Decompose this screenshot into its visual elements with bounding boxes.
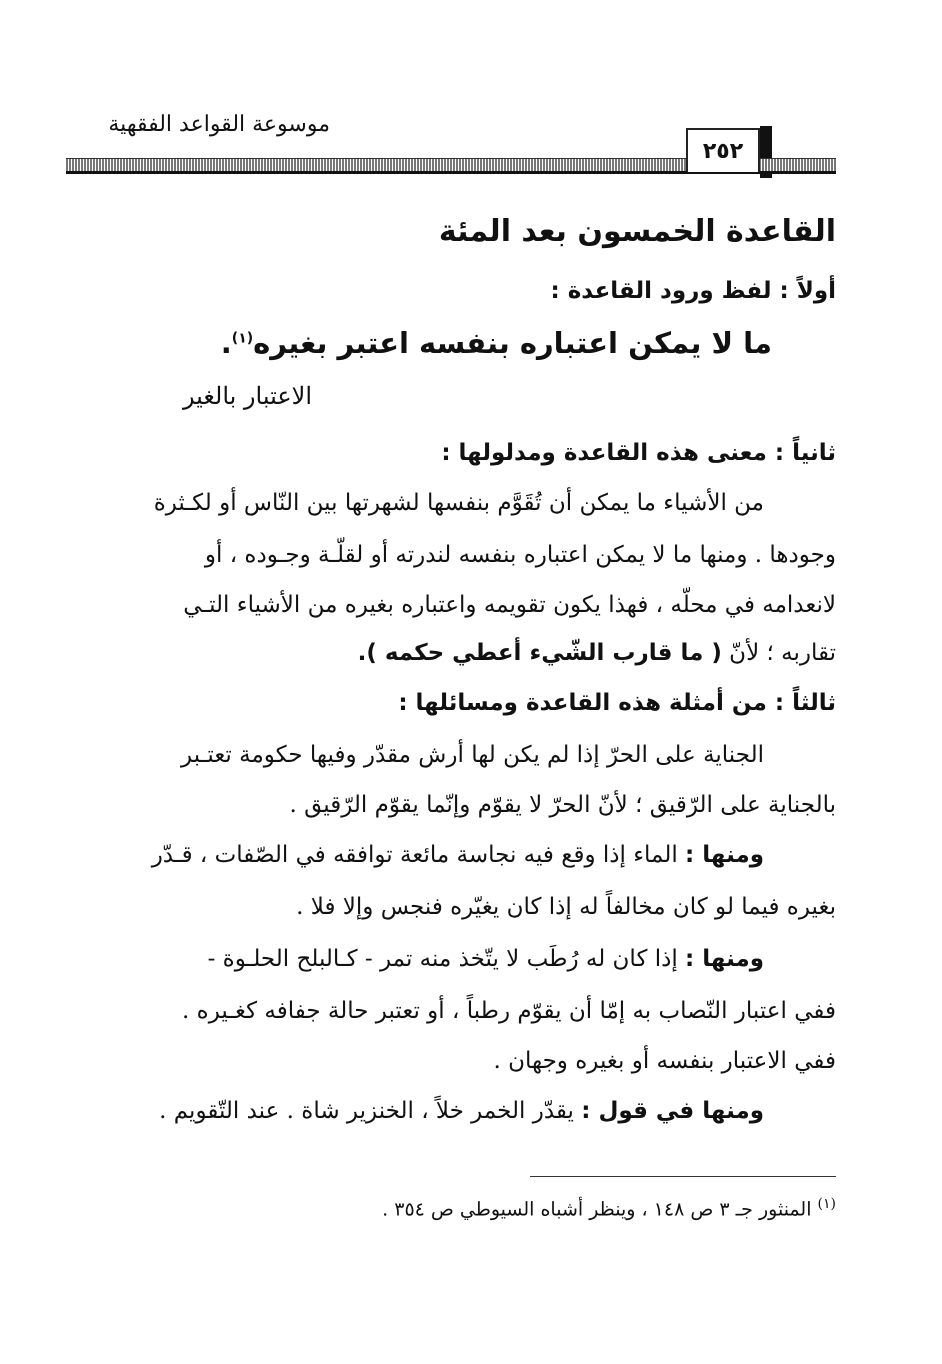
- paragraph-line: [159, 1098, 764, 1124]
- paragraph-line: [358, 640, 836, 666]
- footnote: [382, 1196, 836, 1220]
- main-heading: القاعدة الخمسون بعد المئة: [438, 214, 836, 249]
- paragraph-line: بغيره فيما لو كان مخالفاً له إذا كان يغيّره فنجس وإلا فلا .: [296, 894, 836, 920]
- paragraph-line: ففي اعتبار النّصاب به إمّا أن يقوّم رطباً ، أو تعتبر حالة جفافه كغـيره .: [182, 998, 836, 1024]
- example-label: ومنها :: [685, 946, 764, 972]
- paragraph-line: الجناية على الحرّ إذا لم يكن لها أرش مقدّر وفيها حكومة تعتـبر: [181, 742, 764, 768]
- paragraph-line: بالجناية على الرّقيق ؛ لأنّ الحرّ لا يقوّم وإنّما يقوّم الرّقيق .: [289, 792, 836, 818]
- footnote-divider: [530, 1176, 836, 1177]
- footnote-text: المنثور جـ ٣ ص ١٤٨ ، وينظر أشباه السيوطي ص ٣٥٤ .: [382, 1198, 812, 1221]
- rule-period: .: [220, 326, 232, 360]
- rule-text: [221, 326, 772, 360]
- rule-statement: ما لا يمكن اعتباره بنفسه اعتبر بغيره: [253, 326, 772, 360]
- example-label: ومنها :: [685, 842, 764, 868]
- paragraph-line: لانعدامه في محلّه ، فهذا يكون تقويمه واعتباره بغيره من الأشياء التـي: [183, 592, 836, 618]
- paragraph-text: إذا كان له رُطَب لا يتّخذ منه تمر - كـالبلح الحلـوة -: [207, 946, 678, 972]
- footnote-ref: (١): [231, 330, 254, 347]
- paragraph-line: وجودها . ومنها ما لا يمكن اعتباره بنفسه لندرته أو لقلّـة وجـوده ، أو: [204, 542, 836, 568]
- section-heading-wording: أولاً : لفظ ورود القاعدة :: [550, 278, 836, 304]
- maxim-quote: ( ما قارب الشّيء أعطي حكمه ).: [357, 640, 722, 666]
- section-heading-examples: ثالثاً : من أمثلة هذه القاعدة ومسائلها :: [398, 690, 836, 716]
- example-label: ومنها في قول :: [581, 1098, 764, 1124]
- footnote-marker: (١): [817, 1196, 836, 1212]
- paragraph-line: ففي الاعتبار بنفسه أو بغيره وجهان .: [493, 1048, 836, 1074]
- paragraph-text: تقاربه ؛ لأنّ: [729, 640, 836, 666]
- paragraph-text: الماء إذا وقع فيه نجاسة مائعة توافقه في الصّفات ، قـدّر: [151, 842, 678, 868]
- paragraph-text: يقدّر الخمر خلاً ، الخنزير شاة . عند التّقويم .: [159, 1098, 574, 1124]
- running-title: موسوعة القواعد الفقهية: [108, 112, 330, 137]
- alternate-wording: الاعتبار بالغير: [182, 382, 312, 410]
- paragraph-line: من الأشياء ما يمكن أن تُقَوَّم بنفسها لشهرتها بين النّاس أو لكـثرة: [153, 490, 764, 516]
- running-header: [66, 104, 836, 186]
- paragraph-line: [208, 946, 764, 972]
- page-number: ٢٥٢: [686, 128, 760, 172]
- paragraph-line: [152, 842, 764, 868]
- section-heading-meaning: ثانياً : معنى هذه القاعدة ومدلولها :: [441, 440, 836, 466]
